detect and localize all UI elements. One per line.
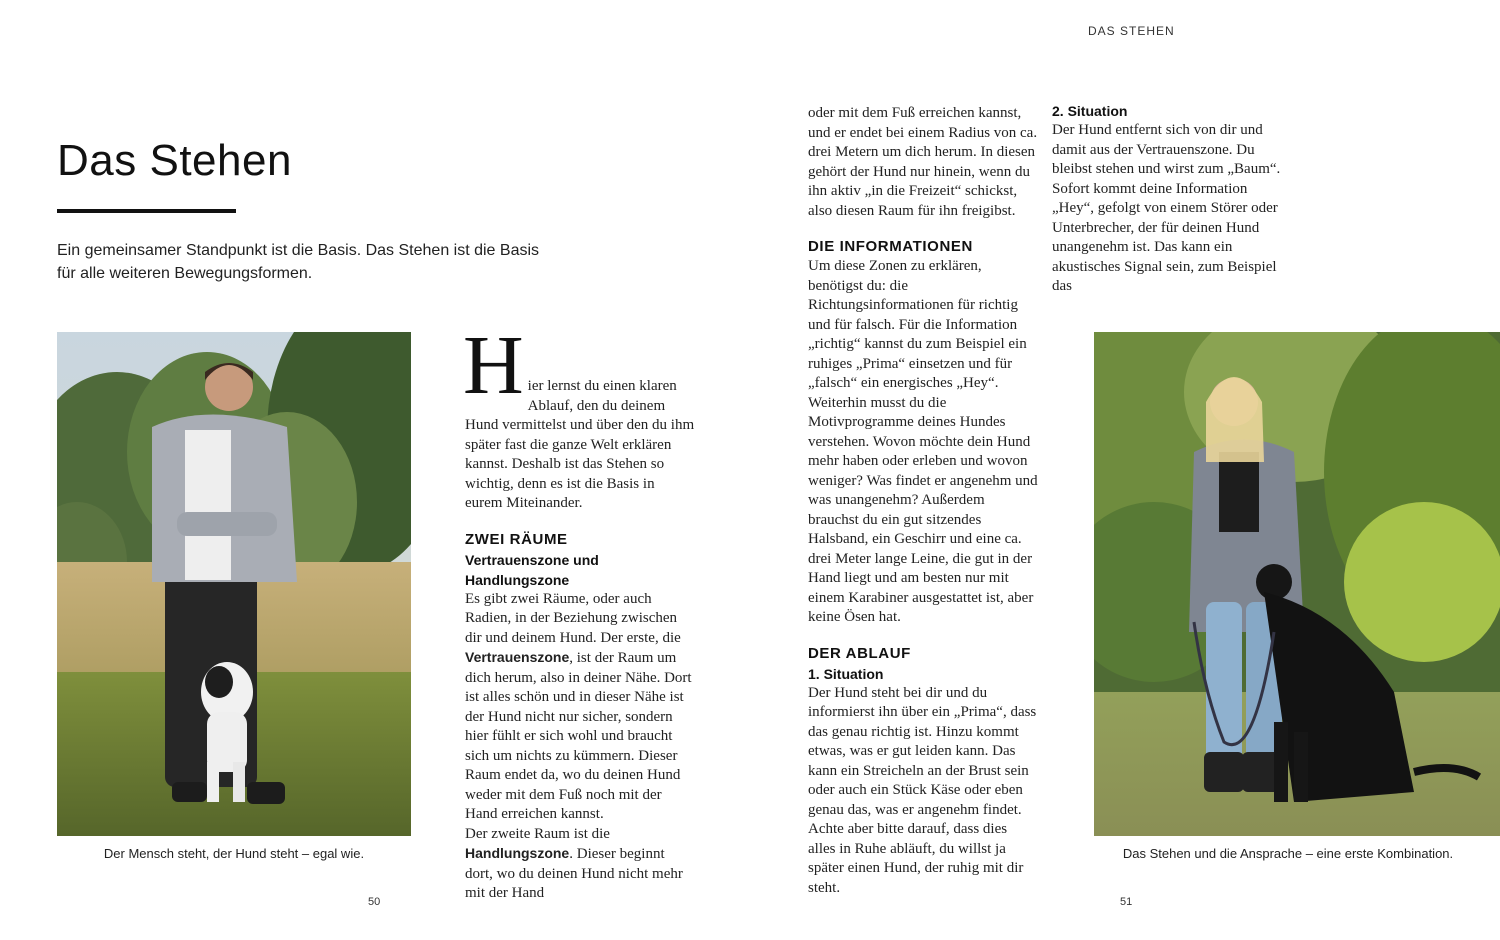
paragraph-situation-2: Der Hund entfernt sich von dir und damit aus der Vertrauenszone. Du bleibst stehen und wirst zum „Baum“. Sofort kommt deine Information „Hey“, gefolgt von einem Störer oder Unterbrecher, der für deinen Hund unangenehm ist. Das kann ein akustisches Signal sein, zum Beispiel das: [1052, 122, 1281, 294]
drop-cap: H: [463, 319, 524, 412]
term-vertrauenszone: Vertrauenszone: [465, 649, 570, 665]
heading-zwei-raeume: ZWEI RÄUME: [465, 530, 568, 548]
photo-woman-with-doberman-illustration: [1094, 332, 1500, 836]
caption-right: Das Stehen und die Ansprache – eine erste Kombination.: [1122, 846, 1454, 861]
paragraph-zones: Es gibt zwei Räume, oder auch Radien, in der Beziehung zwischen dir und deinem Hund. Der erste, die Vertrauenszone, ist der Raum um dich herum, also in deiner Nähe. Dort ist alles schön und in dieser Nähe ist der Hund nicht nur sicher, sondern hier fühlt er sich wohl und braucht sich um nichts zu kümmern. Dieser Raum endet da, wo du deinen Hund weder mit dem Fuß noch mit der Hand erreichen kannst.: [465, 590, 692, 822]
heading-die-informationen: DIE INFORMATIONEN: [808, 238, 973, 255]
term-handlungszone: Handlungszone: [465, 845, 570, 861]
page-title: Das Stehen: [57, 136, 292, 185]
running-head: DAS STEHEN: [1088, 24, 1175, 38]
text-column-3: [1052, 101, 1282, 297]
intro-paragraph: [463, 319, 695, 514]
page-number-left: 50: [368, 896, 381, 908]
subheading-situation-2: 2. Situation: [1052, 103, 1128, 119]
intro-text: ier lernst du einen klaren Ablauf, den du deinem Hund vermittelst und über den du ihm später fast die ganze Welt erklären kannst. Deshalb ist das Stehen so wichtig, denn es ist die Basis in eurem Miteinander.: [465, 378, 695, 511]
paragraph-situation-1: Der Hund steht bei dir und du informierst ihn über ein „Prima“, dass das genau richtig ist. Hinzu kommt etwas, was er gut leiden kann. Das kann ein Streicheln an der Brust sein oder auch ein Stück Käse oder eben genau das, was er angenehm findet. Achte aber bitte darauf, dass dies alles in Ruhe abläuft, du willst ja später einen Hund, der ruhig mit dir steht.: [808, 684, 1037, 896]
heading-der-ablauf: DER ABLAUF: [808, 644, 911, 662]
text-column-2: [808, 104, 1038, 898]
photo-man-with-dog-illustration: [57, 332, 411, 836]
title-underline: [57, 209, 236, 213]
page-number-right: 51: [1120, 896, 1133, 908]
text-column-1: [463, 319, 695, 904]
photo-woman-with-doberman: [1094, 332, 1500, 836]
caption-left: Der Mensch steht, der Hund steht – egal wie.: [103, 846, 365, 861]
paragraph-handlungszone: Der zweite Raum ist die Handlungszone. Dieser beginnt dort, wo du deinen Hund nicht mehr mit der Hand: [465, 825, 683, 901]
paragraph-continued: oder mit dem Fuß erreichen kannst, und er endet bei einem Radius von ca. drei Metern um dich herum. In diesen gehört der Hund nur hinein, wenn du ihn aktiv „in die Freizeit“ schickst, also diesen Raum für ihn freigibst.: [808, 105, 1038, 219]
photo-man-with-dog: [57, 332, 411, 836]
subheading-situation-1: 1. Situation: [808, 665, 884, 682]
lead-paragraph: Ein gemeinsamer Standpunkt ist die Basis. Das Stehen ist die Basis für alle weiteren Bewegungsformen.: [57, 242, 540, 282]
subheading-zones: Vertrauenszone und Handlungszone: [465, 551, 599, 588]
paragraph-informationen: Um diese Zonen zu erklären, benötigst du: die Richtungsinformationen für richtig und für falsch. Für die Information „richtig“ kannst du zum Beispiel ein ruhiges „Prima“ einsetzen und für „falsch“ ein energisches „Hey“. Weiterhin musst du die Motivprogramme deines Hundes verstehen. Wovon möchte dein Hund mehr haben oder erleben und wovon weniger? Was findet er angenehm und was unangenehm? Außerdem brauchst du ein gut sitzendes Halsband, ein Geschirr und eine ca. drei Meter lange Leine, die gut in der Hand liegt und am besten nur mit einem Karabiner ausgestattet ist, aber keine Ösen hat.: [808, 258, 1038, 625]
